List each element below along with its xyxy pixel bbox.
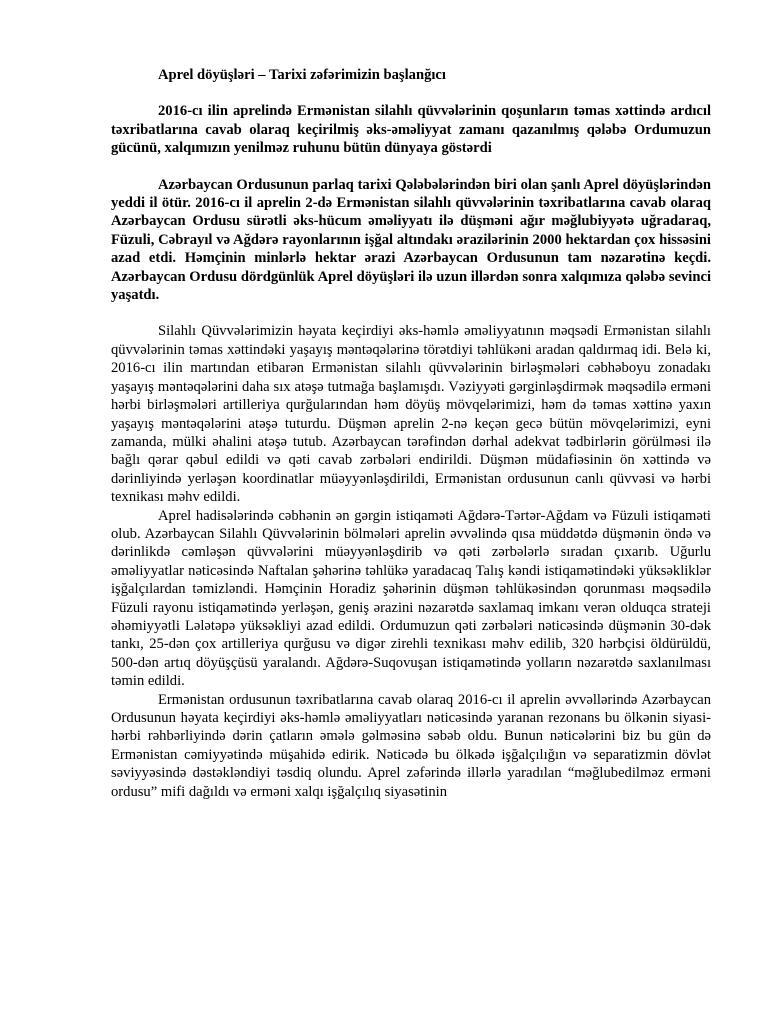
lead-paragraph-2: Azərbaycan Ordusunun parlaq tarixi Qələbələrindən biri olan şanlı Aprel döyüşlərindən yeddi il ötür. 2016-cı il aprelin 2-də Ermənistan silahlı qüvvələrinin təxribatlarına cavab olaraq Azərbaycan Ordusu sürətli əks-hücum əməliyyatı ilə düşməni ağır məğlubiyyətə uğradaraq, Füzuli, Cəbrayıl və Ağdərə rayonlarının işğal altındakı ərazilərinin 2000 hektardan çox hissəsini azad etdi. Həmçinin minlərlə hektar ərazi Azərbaycan Ordusunun tam nəzarətinə keçdi. Azərbaycan Ordusu dördgünlük Aprel döyüşləri ilə uzun illərdən sonra xalqımıza qələbə sevinci yaşatdı.	[111, 176, 711, 304]
lead-paragraph-1: 2016-cı ilin aprelində Ermənistan silahlı qüvvələrinin qoşunların təmas xəttində ardıcıl təxribatlarına cavab olaraq keçirilmiş əks-əməliyyat zamanı qazanılmış qələbə Ordumuzun gücünü, xalqımızın yenilməz ruhunu bütün dünyaya göstərdi	[111, 103, 711, 157]
body-paragraph-3: Ermənistan ordusunun təxribatlarına cavab olaraq 2016-cı il aprelin əvvəllərində Azərbaycan Ordusunun həyata keçirdiyi əks-həmlə əməliyyatları nəticəsində yaranan rezonans bu ölkənin siyasi-hərbi rəhbərliyində dərin çatların əmələ gəlməsinə səbəb oldu. Bunun nəticələrini biz bu gün də Ermənistan cəmiyyətində müşahidə edirik. Nəticədə bu ölkədə işğalçılığın və separatizmin dövlət səviyyəsində dəstəkləndiyi təsdiq olundu. Aprel zəfərində illərlə yaradılan “məğlubedilməz erməni ordusu” mifi dağıldı və erməni xalqı işğalçılıq siyasətinin	[111, 691, 711, 800]
body-paragraph-2: Aprel hadisələrində cəbhənin ən gərgin istiqaməti Ağdərə-Tərtər-Ağdam və Füzuli istiqaməti olub. Azərbaycan Silahlı Qüvvələrinin bölmələri aprelin əvvəlində qısa müddətdə düşmənin öndə və dərinlikdə cəmləşən qüvvələrini müəyyənləşdirib və qəti zərbələrlə sıradan çıxarıb. Uğurlu əməliyyatlar nəticəsində Naftalan şəhərinə təhlükə yaradacaq Talış kəndi istiqamətindəki yüksəkliklər işğalçılardan təmizləndi. Həmçinin Horadiz şəhərinin düşmən təhlükəsindən qorunması məqsədilə Füzuli rayonu istiqamətində yerləşən, geniş ərazini nəzarətdə saxlamaq imkanı verən olduqca strateji əhəmiyyətli Lələtəpə yüksəkliyi azad edildi. Ordumuzun qəti zərbələri nəticəsində düşmənin 30-dək tankı, 25-dən çox artilleriya qurğusu və digər zirehli texnikası məhv edilib, 320 hərbçisi öldürüldü, 500-dən artıq döyüşçüsü yaralandı. Ağdərə-Suqovuşan istiqamətində yolların nəzarətdə saxlanılması təmin edildi.	[111, 507, 711, 690]
document-page	[111, 66, 711, 801]
body-paragraph-1: Silahlı Qüvvələrimizin həyata keçirdiyi əks-həmlə əməliyyatının məqsədi Ermənistan silahlı qüvvələrinin təmas xəttindəki yaşayış məntəqələrinə törətdiyi təhlükəni aradan qaldırmaq idi. Belə ki, 2016-cı ilin martından etibarən Ermənistan silahlı qüvvələrinin birləşmələri cəbhəboyu zonadakı yaşayış məntəqələrini daha sıx atəşə tutmağa başlamışdı. Vəziyyəti gərginləşdirmək məqsədilə erməni hərbi birləşmələri artilleriya qurğularından həm döyüş mövqelərimizi, həm də təmas xəttinə yaxın yaşayış məntəqələrini atəşə tuturdu. Düşmən aprelin 2-nə keçən gecə bütün mövqelərimizi, eyni zamanda, mülki əhalini atəşə tutub. Azərbaycan tərəfindən dərhal adekvat tədbirlərin görülməsi ilə bağlı qərar qəbul edildi və qəti cavab zərbələri endirildi. Düşmən müdafiəsinin ön xəttində və dərinliyində yerləşən koordinatlar müəyyənləşdirildi, Ermənistan ordusunun canlı qüvvəsi və hərbi texnikası məhv edildi.	[111, 323, 711, 506]
document-title: Aprel döyüşləri – Tarixi zəfərimizin başlanğıcı	[158, 67, 446, 83]
